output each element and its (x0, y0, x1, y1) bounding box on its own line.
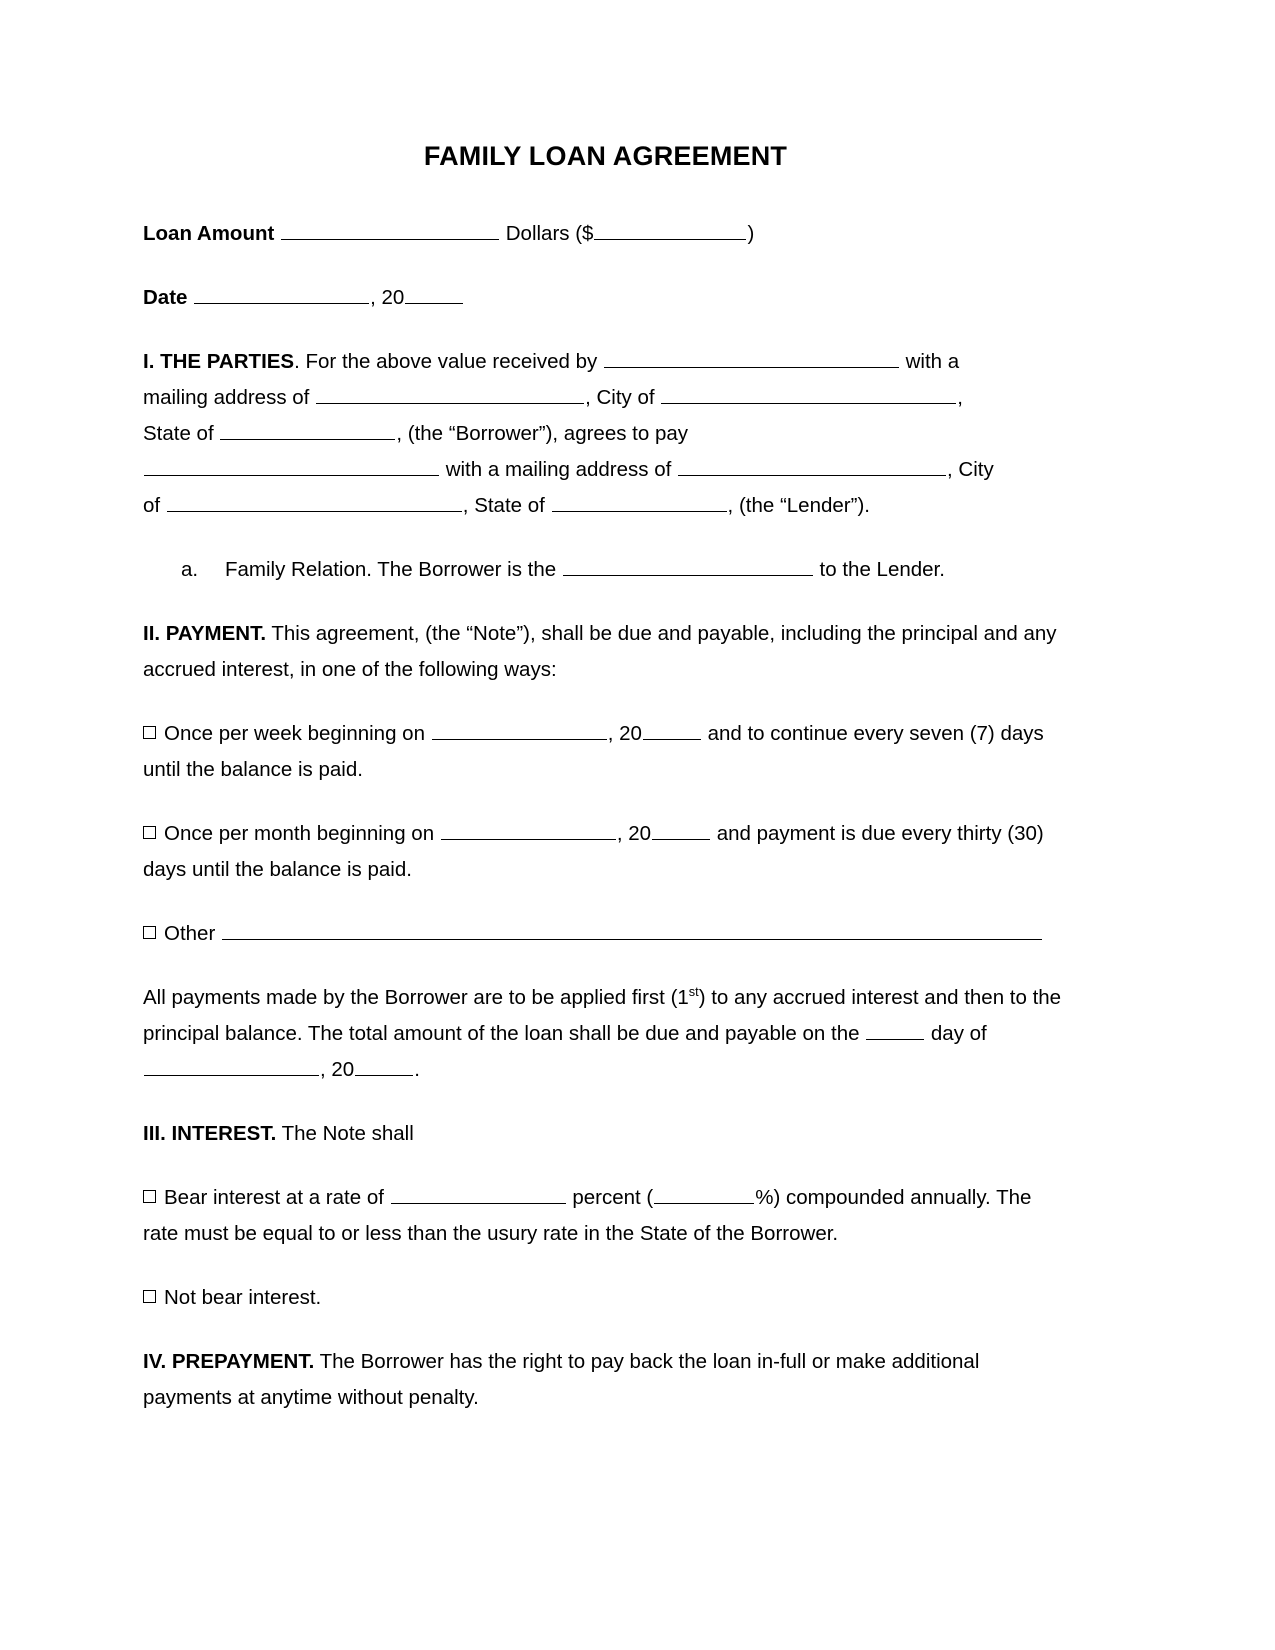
checkbox-icon[interactable] (143, 1190, 156, 1203)
page-title: FAMILY LOAN AGREEMENT (423, 141, 788, 171)
parties-line1-b: with a (899, 350, 960, 374)
payment-weekly-text-a: Once per week beginning on (164, 722, 431, 746)
family-relation-marker: a. (181, 558, 199, 582)
borrower-address-field[interactable] (316, 384, 584, 404)
parties-line3-a: State of (143, 422, 220, 446)
borrower-name-field[interactable] (604, 348, 899, 368)
interest-option-not-bear[interactable] (143, 1280, 1068, 1316)
payment-intro: This agreement, (the “Note”), shall be due and payable, including the principal and any accrued interest, in one of the following ways: (143, 622, 1057, 682)
date-year-prefix: , 20 (370, 286, 405, 310)
payment-weekly-date-field[interactable] (432, 720, 607, 740)
interest-paragraph (143, 1116, 1068, 1152)
checkbox-icon[interactable] (143, 726, 156, 739)
interest-heading: III. INTEREST. (143, 1122, 277, 1146)
payment-application-d: , 20 (320, 1058, 355, 1082)
loan-amount-close-paren: ) (747, 222, 755, 246)
checkbox-icon[interactable] (143, 926, 156, 939)
date-field[interactable] (194, 284, 369, 304)
payment-option-weekly[interactable] (143, 716, 1068, 788)
prepayment-heading: IV. PREPAYMENT. (143, 1350, 315, 1374)
parties-line2-b: , City of (585, 386, 661, 410)
date-label: Date (143, 286, 188, 310)
interest-intro: The Note shall (276, 1122, 414, 1146)
parties-line2-a: mailing address of (143, 386, 316, 410)
interest-rate-numeric-field[interactable] (654, 1184, 754, 1204)
parties-line1-a: . For the above value received by (294, 350, 603, 374)
payment-weekly-text-b: , 20 (607, 722, 642, 746)
parties-heading: I. THE PARTIES (143, 350, 295, 374)
parties-line5-a: of (143, 494, 166, 518)
family-relation-text-a: Family Relation. The Borrower is the (225, 558, 562, 582)
due-year-field[interactable] (355, 1056, 413, 1076)
date-year-field[interactable] (405, 284, 463, 304)
payment-monthly-date-field[interactable] (441, 820, 616, 840)
payment-application-a: All payments made by the Borrower are to be applied first (1 (143, 986, 689, 1010)
borrower-city-field[interactable] (661, 384, 956, 404)
family-relation-item (143, 552, 1068, 588)
due-day-field[interactable] (866, 1020, 924, 1040)
lender-address-field[interactable] (678, 456, 946, 476)
interest-option-bear[interactable] (143, 1180, 1068, 1252)
parties-line5-b: , State of (462, 494, 551, 518)
payment-monthly-text-b: , 20 (616, 822, 652, 846)
family-relation-field[interactable] (563, 556, 813, 576)
loan-amount-dollars-text: Dollars ($ (505, 222, 594, 246)
parties-line2-c: , (957, 386, 963, 410)
payment-paragraph (143, 616, 1068, 688)
checkbox-icon[interactable] (143, 1290, 156, 1303)
payment-option-monthly[interactable] (143, 816, 1068, 888)
prepayment-body: The Borrower has the right to pay back the loan in-full or make additional payments at anytime without penalty. (143, 1350, 980, 1410)
lender-city-field[interactable] (167, 492, 462, 512)
payment-monthly-text-a: Once per month beginning on (164, 822, 440, 846)
parties-line4-b: , City (947, 458, 994, 482)
due-month-field[interactable] (144, 1056, 319, 1076)
payment-application-paragraph (143, 980, 1068, 1088)
document-content (143, 0, 1068, 1416)
checkbox-icon[interactable] (143, 826, 156, 839)
lender-name-field[interactable] (144, 456, 439, 476)
prepayment-paragraph (143, 1344, 1068, 1416)
interest-not-bear-text: Not bear interest. (164, 1286, 322, 1310)
payment-application-ordinal: st (688, 984, 699, 1000)
parties-line4-a: with a mailing address of (440, 458, 678, 482)
payment-other-label: Other (164, 922, 221, 946)
payment-application-e: . (414, 1058, 420, 1082)
loan-amount-line (143, 216, 1068, 252)
interest-bear-text-b: percent ( (566, 1186, 654, 1210)
date-line (143, 280, 1068, 316)
interest-bear-text-c: %) compounded annually. The rate must be equal to or less than the usury rate in the State of the Borrower. (143, 1186, 1032, 1246)
loan-amount-numeric-field[interactable] (594, 220, 746, 240)
payment-monthly-year-field[interactable] (652, 820, 710, 840)
payment-monthly-text-c: and payment is due every thirty (30) days until the balance is paid. (143, 822, 1044, 882)
parties-line5-c: , (the “Lender”). (727, 494, 870, 518)
payment-other-field[interactable] (222, 920, 1042, 940)
loan-amount-label: Loan Amount (143, 222, 275, 246)
parties-line3-b: , (the “Borrower”), agrees to pay (396, 422, 689, 446)
loan-amount-words-field[interactable] (281, 220, 499, 240)
payment-weekly-text-c: and to continue every seven (7) days until the balance is paid. (143, 722, 1044, 782)
interest-rate-words-field[interactable] (391, 1184, 566, 1204)
parties-paragraph (143, 344, 1068, 524)
payment-application-c: day of (925, 1022, 987, 1046)
payment-weekly-year-field[interactable] (643, 720, 701, 740)
payment-heading: II. PAYMENT. (143, 622, 267, 646)
borrower-state-field[interactable] (220, 420, 395, 440)
family-relation-text-b: to the Lender. (813, 558, 945, 582)
payment-application-b: ) to any accrued interest and then to the principal balance. The total amount of the loan shall be due and payable on the (143, 986, 1062, 1046)
payment-option-other[interactable] (143, 916, 1068, 952)
lender-state-field[interactable] (552, 492, 727, 512)
interest-bear-text-a: Bear interest at a rate of (164, 1186, 390, 1210)
